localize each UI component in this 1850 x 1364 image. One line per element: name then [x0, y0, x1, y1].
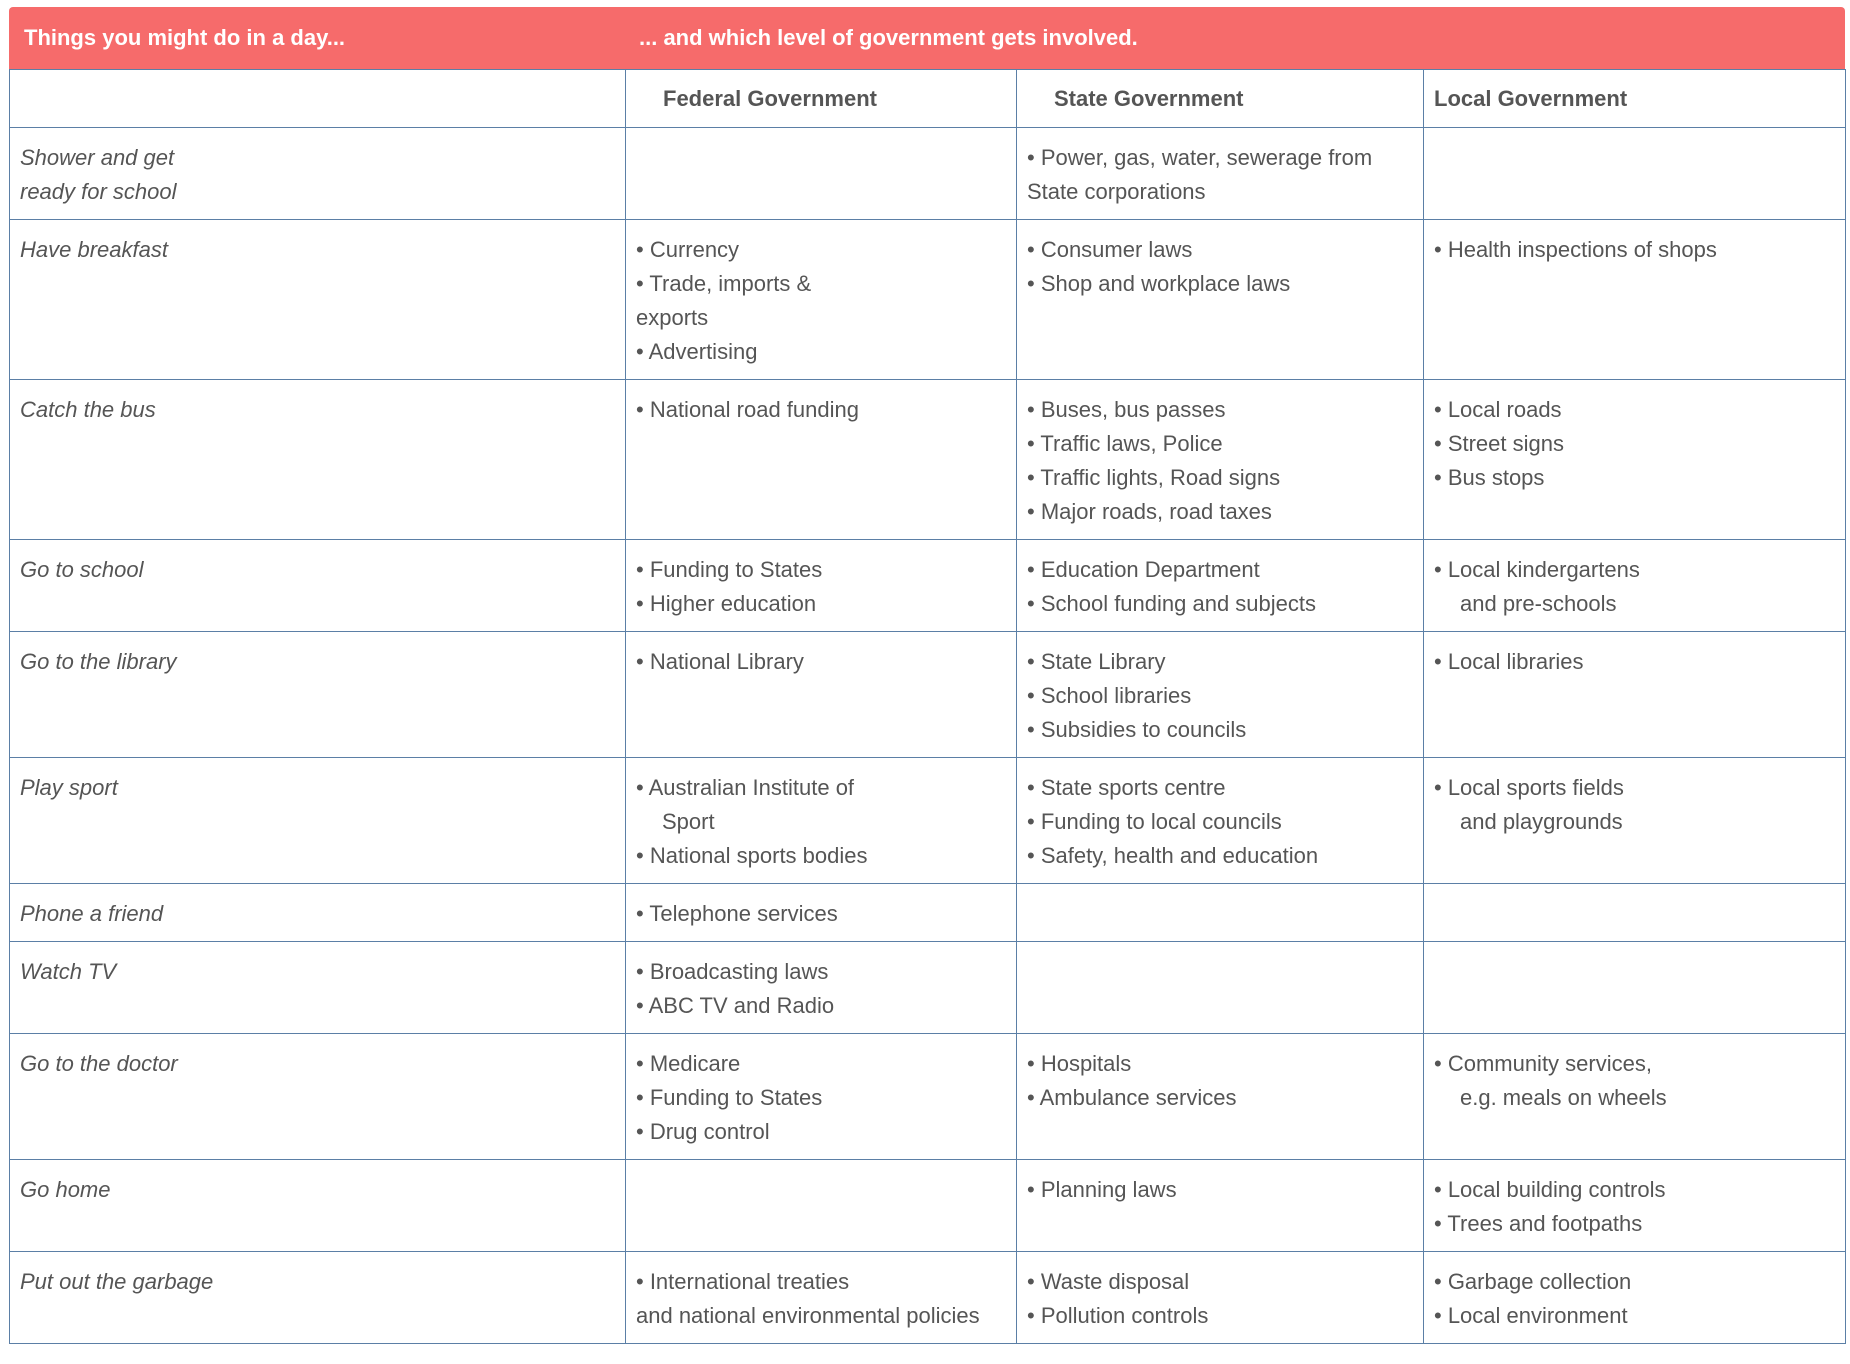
activity-text: Shower and get: [20, 145, 175, 170]
header-local: Local Government: [1424, 70, 1846, 128]
list-item: and playgrounds: [1460, 809, 1623, 834]
table-row: [10, 758, 1846, 884]
list-item: • Traffic laws, Police: [1027, 431, 1223, 456]
list-item: • Shop and workplace laws: [1027, 271, 1291, 296]
local-cell: [1424, 1252, 1846, 1344]
state-cell: [1017, 884, 1424, 942]
list-item: • Funding to local councils: [1027, 809, 1282, 834]
federal-cell: [626, 1252, 1017, 1344]
list-item: • Consumer laws: [1027, 237, 1193, 262]
government-table-figure: [9, 7, 1845, 1344]
state-cell: [1017, 1034, 1424, 1160]
list-item: • School funding and subjects: [1027, 591, 1317, 616]
list-item: • Planning laws: [1027, 1177, 1177, 1202]
state-cell: [1017, 540, 1424, 632]
list-item: • Local environment: [1434, 1303, 1628, 1328]
list-item: • Trade, imports &: [636, 271, 812, 296]
local-cell: [1424, 758, 1846, 884]
list-item: • Community services,: [1434, 1051, 1652, 1076]
state-cell: [1017, 632, 1424, 758]
state-cell: [1017, 380, 1424, 540]
list-item: • Health inspections of shops: [1434, 237, 1717, 262]
list-item: • Garbage collection: [1434, 1269, 1632, 1294]
list-item: and pre-schools: [1460, 591, 1617, 616]
state-cell: [1017, 1160, 1424, 1252]
activity-text: Catch the bus: [20, 397, 156, 422]
list-item: • Local sports fields: [1434, 775, 1624, 800]
list-item: • Street signs: [1434, 431, 1564, 456]
state-cell: [1017, 220, 1424, 380]
activity-text: Go home: [20, 1177, 111, 1202]
activity-cell: [10, 128, 626, 220]
federal-cell: [626, 758, 1017, 884]
local-cell: [1424, 540, 1846, 632]
table-row: [10, 380, 1846, 540]
list-item: and national environmental policies: [636, 1303, 980, 1328]
list-item: • Local kindergartens: [1434, 557, 1640, 582]
list-item: • Local libraries: [1434, 649, 1584, 674]
list-item: • State Library: [1027, 649, 1166, 674]
activity-cell: [10, 220, 626, 380]
activity-text: Go to the library: [20, 649, 177, 674]
list-item: • Broadcasting laws: [636, 959, 829, 984]
list-item: • Trees and footpaths: [1434, 1211, 1643, 1236]
activity-text: Watch TV: [20, 959, 117, 984]
table-row: [10, 128, 1846, 220]
table-row: [10, 632, 1846, 758]
state-cell: [1017, 942, 1424, 1034]
federal-cell: [626, 884, 1017, 942]
table-body: [10, 128, 1846, 1344]
local-cell: [1424, 884, 1846, 942]
list-item: • State sports centre: [1027, 775, 1226, 800]
banner-right-title: ... and which level of government gets involved.: [639, 25, 1138, 50]
local-cell: [1424, 220, 1846, 380]
list-item: • Traffic lights, Road signs: [1027, 465, 1281, 490]
list-item: • Buses, bus passes: [1027, 397, 1226, 422]
activity-text: Put out the garbage: [20, 1269, 214, 1294]
activity-text: Play sport: [20, 775, 118, 800]
activity-text: ready for school: [20, 179, 177, 204]
table-row: [10, 1160, 1846, 1252]
list-item: • Pollution controls: [1027, 1303, 1209, 1328]
list-item: • Medicare: [636, 1051, 741, 1076]
list-item: Sport: [662, 809, 715, 834]
list-item: • Telephone services: [636, 901, 838, 926]
local-cell: [1424, 1160, 1846, 1252]
activity-text: Go to the doctor: [20, 1051, 178, 1076]
government-levels-table: [9, 69, 1846, 1344]
activity-cell: [10, 540, 626, 632]
list-item: e.g. meals on wheels: [1460, 1085, 1667, 1110]
activity-cell: [10, 380, 626, 540]
list-item: • International treaties: [636, 1269, 850, 1294]
list-item: • Safety, health and education: [1027, 843, 1319, 868]
header-federal: Federal Government: [626, 70, 1017, 128]
local-cell: [1424, 128, 1846, 220]
local-cell: [1424, 632, 1846, 758]
table-row: [10, 220, 1846, 380]
activity-cell: [10, 632, 626, 758]
federal-cell: [626, 632, 1017, 758]
list-item: State corporations: [1027, 179, 1206, 204]
local-cell: [1424, 380, 1846, 540]
state-cell: [1017, 758, 1424, 884]
list-item: • Bus stops: [1434, 465, 1545, 490]
state-cell: [1017, 128, 1424, 220]
list-item: exports: [636, 305, 709, 330]
activity-cell: [10, 1160, 626, 1252]
list-item: • Drug control: [636, 1119, 770, 1144]
federal-cell: [626, 380, 1017, 540]
activity-cell: [10, 942, 626, 1034]
activity-text: Go to school: [20, 557, 144, 582]
federal-cell: [626, 1160, 1017, 1252]
federal-cell: [626, 540, 1017, 632]
activity-cell: [10, 758, 626, 884]
list-item: • Education Department: [1027, 557, 1260, 582]
list-item: • School libraries: [1027, 683, 1192, 708]
list-item: • National Library: [636, 649, 804, 674]
list-item: • Local roads: [1434, 397, 1562, 422]
local-cell: [1424, 1034, 1846, 1160]
list-item: • Power, gas, water, sewerage from: [1027, 145, 1373, 170]
activity-cell: [10, 1252, 626, 1344]
table-row: [10, 1252, 1846, 1344]
activity-text: Phone a friend: [20, 901, 164, 926]
list-item: • Waste disposal: [1027, 1269, 1190, 1294]
list-item: • Subsidies to councils: [1027, 717, 1247, 742]
table-row: [10, 1034, 1846, 1160]
table-row: [10, 942, 1846, 1034]
list-item: • Major roads, road taxes: [1027, 499, 1272, 524]
activity-cell: [10, 884, 626, 942]
list-item: • Funding to States: [636, 1085, 823, 1110]
list-item: • Australian Institute of: [636, 775, 855, 800]
header-activity: [10, 70, 626, 128]
state-cell: [1017, 1252, 1424, 1344]
header-state: State Government: [1017, 70, 1424, 128]
banner-left-title: Things you might do in a day...: [24, 25, 346, 50]
list-item: • National sports bodies: [636, 843, 868, 868]
list-item: • Local building controls: [1434, 1177, 1666, 1202]
list-item: • Funding to States: [636, 557, 823, 582]
table-row: [10, 540, 1846, 632]
federal-cell: [626, 128, 1017, 220]
activity-cell: [10, 1034, 626, 1160]
federal-cell: [626, 220, 1017, 380]
title-banner: [9, 7, 1845, 69]
header-row: [10, 70, 1846, 128]
list-item: • Hospitals: [1027, 1051, 1132, 1076]
list-item: • National road funding: [636, 397, 859, 422]
federal-cell: [626, 942, 1017, 1034]
list-item: • ABC TV and Radio: [636, 993, 835, 1018]
federal-cell: [626, 1034, 1017, 1160]
local-cell: [1424, 942, 1846, 1034]
list-item: • Currency: [636, 237, 740, 262]
list-item: • Ambulance services: [1027, 1085, 1237, 1110]
list-item: • Higher education: [636, 591, 817, 616]
table-row: [10, 884, 1846, 942]
activity-text: Have breakfast: [20, 237, 168, 262]
list-item: • Advertising: [636, 339, 758, 364]
